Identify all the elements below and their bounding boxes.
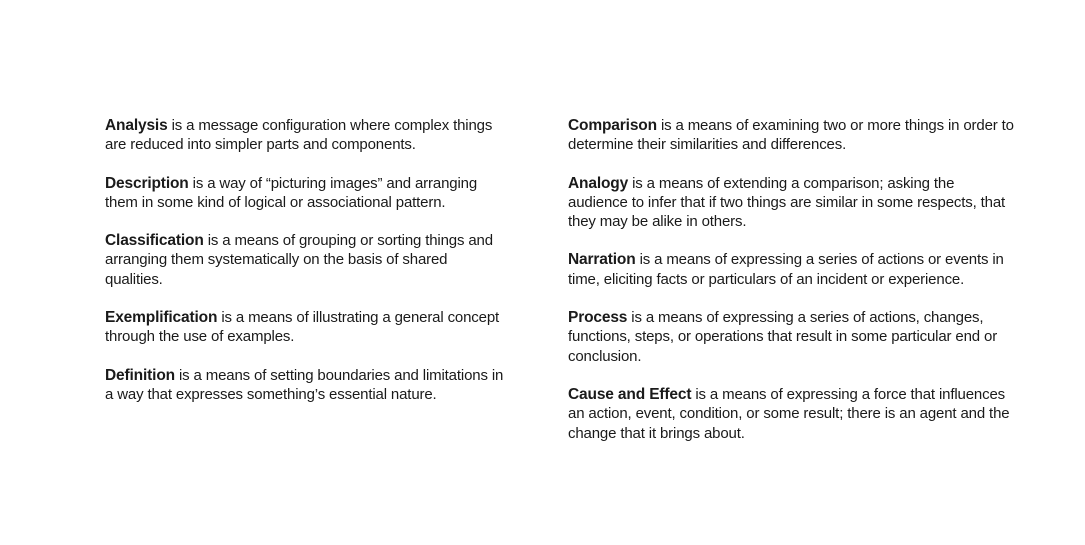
term-label: Comparison bbox=[568, 117, 657, 134]
definition-text: is a means of expressing a force that influences an action, event, condition, or some result; there is an agent and the change that it brings about. bbox=[568, 385, 1010, 442]
entry-process bbox=[568, 308, 1016, 366]
entry-description bbox=[105, 174, 505, 213]
term-label: Description bbox=[105, 174, 189, 192]
definition-text: is a means of examining two or more things in order to determine their similarities and differences. bbox=[568, 117, 1014, 154]
term-label: Process bbox=[568, 309, 628, 327]
left-column bbox=[105, 116, 505, 423]
definition-text: is a means of expressing a series of actions or events in time, eliciting facts or particulars of an incident or experience. bbox=[568, 251, 1004, 288]
definition-text: is a means of grouping or sorting things and arranging them systematically on the basis of shared qualities. bbox=[105, 232, 493, 288]
entry-cause-and-effect bbox=[568, 385, 1016, 443]
entry-analogy bbox=[568, 174, 1016, 232]
term-label: Cause and Effect bbox=[568, 385, 692, 403]
definition-text: is a message configuration where complex things are reduced into simpler parts and components. bbox=[105, 117, 493, 154]
term-label: Analysis bbox=[105, 117, 168, 134]
definition-text: is a means of setting boundaries and limitations in a way that expresses something’s essential nature. bbox=[105, 366, 504, 403]
entry-analysis bbox=[105, 116, 505, 155]
term-label: Definition bbox=[105, 366, 175, 384]
definition-text: is a means of extending a comparison; asking the audience to infer that if two things are similar in some respects, that they may be alike in others. bbox=[568, 174, 1006, 231]
entry-comparison bbox=[568, 116, 1016, 155]
definition-text: is a way of “picturing images” and arranging them in some kind of logical or associational pattern. bbox=[105, 174, 478, 211]
entry-definition bbox=[105, 366, 505, 405]
right-column bbox=[568, 116, 1016, 462]
entry-narration bbox=[568, 250, 1016, 289]
term-label: Analogy bbox=[568, 174, 629, 192]
term-label: Narration bbox=[568, 251, 636, 269]
term-label: Classification bbox=[105, 232, 204, 250]
definition-text: is a means of expressing a series of actions, changes, functions, steps, or operations that result in some particular end or conclusion. bbox=[568, 309, 998, 365]
entry-exemplification bbox=[105, 308, 505, 347]
entry-classification bbox=[105, 231, 505, 289]
definition-text: is a means of illustrating a general concept through the use of examples. bbox=[105, 309, 500, 346]
term-label: Exemplification bbox=[105, 309, 218, 327]
